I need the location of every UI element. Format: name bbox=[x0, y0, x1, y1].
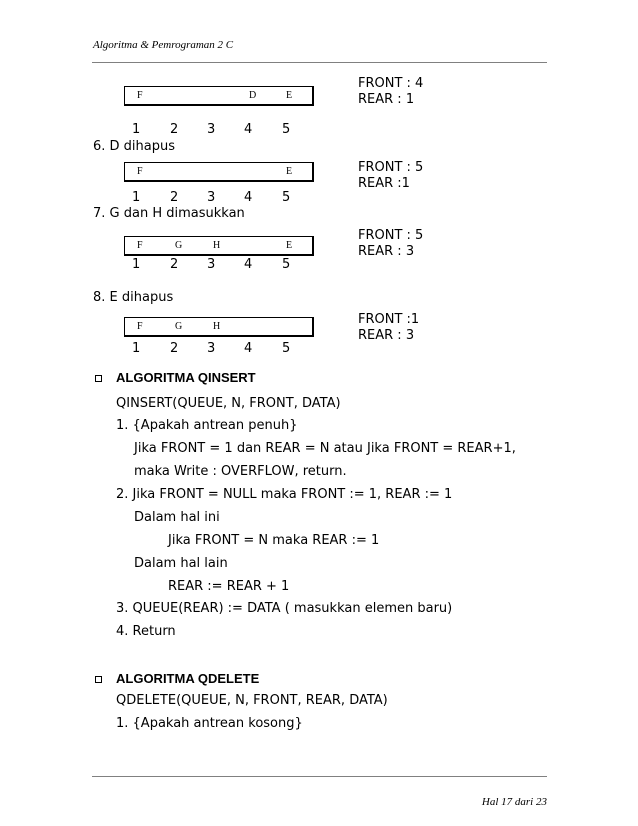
queue-cell: E bbox=[286, 166, 293, 177]
index-label: 2 bbox=[170, 190, 179, 205]
rear-value: REAR :1 bbox=[358, 176, 410, 191]
queue-diagram-4 bbox=[124, 317, 314, 337]
queue-cell: F bbox=[137, 321, 143, 332]
qinsert-heading: ALGORITMA QINSERT bbox=[116, 370, 256, 385]
qinsert-line: Jika FRONT = 1 dan REAR = N atau Jika FRONT = REAR+1, bbox=[134, 441, 516, 456]
front-value: FRONT : 5 bbox=[358, 160, 424, 175]
qinsert-line: REAR := REAR + 1 bbox=[168, 579, 290, 594]
index-label: 1 bbox=[132, 190, 141, 205]
index-label: 2 bbox=[170, 122, 179, 137]
qinsert-line: maka Write : OVERFLOW, return. bbox=[134, 464, 347, 479]
qinsert-line: 4. Return bbox=[116, 624, 176, 639]
rear-value: REAR : 3 bbox=[358, 244, 415, 259]
qinsert-line: 2. Jika FRONT = NULL maka FRONT := 1, REAR := 1 bbox=[116, 487, 453, 502]
queue-cell: F bbox=[137, 166, 143, 177]
qdelete-line: 1. {Apakah antrean kosong} bbox=[116, 716, 303, 731]
queue-cell: E bbox=[286, 240, 293, 251]
index-label: 2 bbox=[170, 341, 179, 356]
page-number: Hal 17 dari 23 bbox=[481, 796, 547, 808]
qinsert-line: Jika FRONT = N maka REAR := 1 bbox=[168, 533, 380, 548]
queue-cell: E bbox=[286, 90, 293, 101]
index-label: 1 bbox=[132, 257, 141, 272]
step-7-label: 7. G dan H dimasukkan bbox=[93, 206, 245, 221]
front-value: FRONT : 5 bbox=[358, 228, 424, 243]
index-label: 3 bbox=[207, 341, 216, 356]
index-label: 5 bbox=[282, 122, 291, 137]
queue-cell: G bbox=[175, 321, 183, 332]
index-label: 4 bbox=[244, 190, 253, 205]
rear-value: REAR : 1 bbox=[358, 92, 415, 107]
queue-diagram-1 bbox=[124, 86, 314, 106]
index-label: 5 bbox=[282, 257, 291, 272]
page-header-title: Algoritma & Pemrograman 2 C bbox=[93, 39, 234, 51]
step-6-label: 6. D dihapus bbox=[93, 139, 176, 154]
queue-cell: D bbox=[249, 90, 257, 101]
front-value: FRONT : 4 bbox=[358, 76, 424, 91]
index-label: 2 bbox=[170, 257, 179, 272]
qinsert-line: 3. QUEUE(REAR) := DATA ( masukkan elemen baru) bbox=[116, 601, 453, 616]
qdelete-heading: ALGORITMA QDELETE bbox=[116, 671, 260, 686]
header-rule bbox=[92, 62, 547, 63]
index-label: 5 bbox=[282, 341, 291, 356]
qinsert-line: Dalam hal ini bbox=[134, 510, 220, 525]
queue-cell: H bbox=[213, 321, 221, 332]
qinsert-signature: QINSERT(QUEUE, N, FRONT, DATA) bbox=[116, 396, 341, 411]
bullet-square-icon bbox=[95, 676, 102, 683]
queue-cell: F bbox=[137, 240, 143, 251]
index-label: 3 bbox=[207, 190, 216, 205]
index-label: 4 bbox=[244, 122, 253, 137]
bullet-square-icon bbox=[95, 375, 102, 382]
index-label: 5 bbox=[282, 190, 291, 205]
qinsert-line: 1. {Apakah antrean penuh} bbox=[116, 418, 298, 433]
queue-diagram-2 bbox=[124, 162, 314, 182]
footer-rule bbox=[92, 776, 547, 777]
index-label: 1 bbox=[132, 122, 141, 137]
rear-value: REAR : 3 bbox=[358, 328, 415, 343]
step-8-label: 8. E dihapus bbox=[93, 290, 174, 305]
index-label: 4 bbox=[244, 257, 253, 272]
queue-cell: H bbox=[213, 240, 221, 251]
queue-cell: F bbox=[137, 90, 143, 101]
index-label: 4 bbox=[244, 341, 253, 356]
qinsert-line: Dalam hal lain bbox=[134, 556, 228, 571]
qdelete-signature: QDELETE(QUEUE, N, FRONT, REAR, DATA) bbox=[116, 693, 388, 708]
index-label: 3 bbox=[207, 122, 216, 137]
index-label: 1 bbox=[132, 341, 141, 356]
queue-cell: G bbox=[175, 240, 183, 251]
front-value: FRONT :1 bbox=[358, 312, 420, 327]
index-label: 3 bbox=[207, 257, 216, 272]
queue-diagram-3 bbox=[124, 236, 314, 256]
